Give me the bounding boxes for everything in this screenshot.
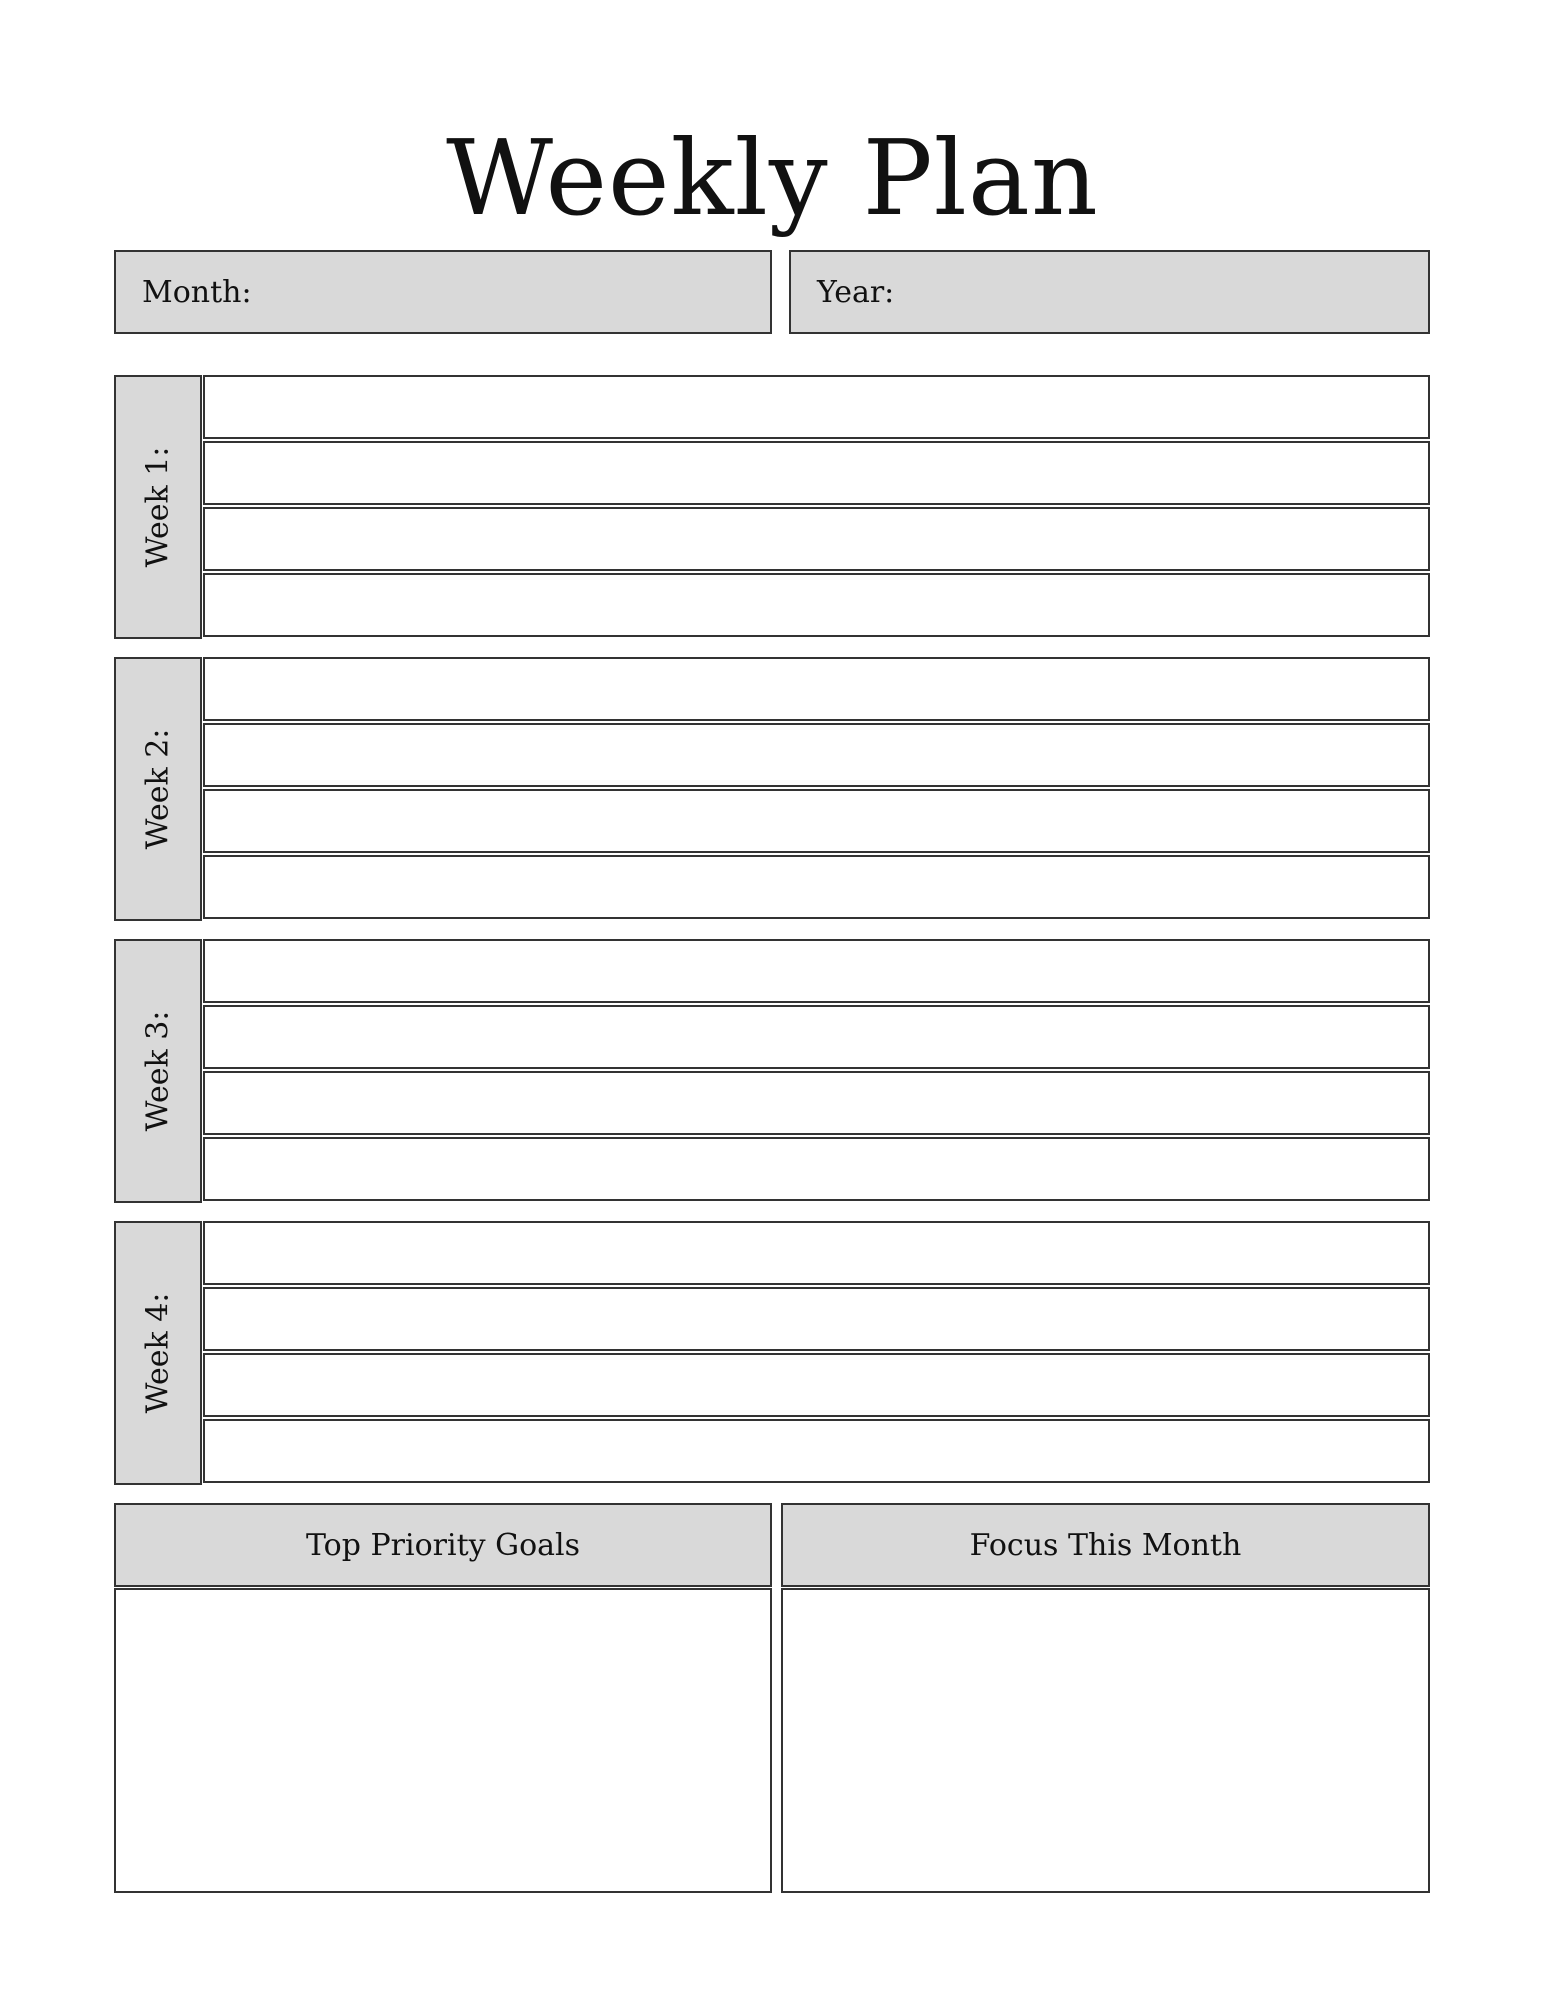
- month-field[interactable]: [114, 250, 772, 334]
- week-3-line-2[interactable]: [203, 1005, 1430, 1069]
- week-4-block: [114, 1221, 1430, 1485]
- focus-this-month-title: Focus This Month: [969, 1527, 1242, 1563]
- week-4-line-1[interactable]: [203, 1221, 1430, 1285]
- week-label: Week 3:: [140, 1010, 176, 1132]
- week-label-box: [114, 939, 202, 1203]
- week-1-line-4[interactable]: [203, 573, 1430, 637]
- focus-this-month-header: [781, 1503, 1430, 1587]
- focus-this-month-area[interactable]: [781, 1588, 1430, 1893]
- week-label-box: [114, 375, 202, 639]
- week-label: Week 4:: [140, 1292, 176, 1414]
- week-1-line-2[interactable]: [203, 441, 1430, 505]
- week-label-box: [114, 1221, 202, 1485]
- week-3-line-3[interactable]: [203, 1071, 1430, 1135]
- top-priority-goals-header: [114, 1503, 772, 1587]
- week-2-block: [114, 657, 1430, 921]
- year-label: Year:: [817, 274, 895, 310]
- week-2-line-1[interactable]: [203, 657, 1430, 721]
- week-4-line-2[interactable]: [203, 1287, 1430, 1351]
- week-label-box: [114, 657, 202, 921]
- week-1-block: [114, 375, 1430, 639]
- week-2-line-4[interactable]: [203, 855, 1430, 919]
- week-4-line-3[interactable]: [203, 1353, 1430, 1417]
- week-3-line-1[interactable]: [203, 939, 1430, 1003]
- top-priority-goals-area[interactable]: [114, 1588, 772, 1893]
- week-1-line-1[interactable]: [203, 375, 1430, 439]
- week-1-line-3[interactable]: [203, 507, 1430, 571]
- week-label: Week 2:: [140, 728, 176, 850]
- week-3-line-4[interactable]: [203, 1137, 1430, 1201]
- top-priority-goals-title: Top Priority Goals: [305, 1527, 581, 1563]
- week-3-block: [114, 939, 1430, 1203]
- year-field[interactable]: [789, 250, 1430, 334]
- week-2-line-2[interactable]: [203, 723, 1430, 787]
- week-label: Week 1:: [140, 446, 176, 568]
- page-title: Weekly Plan: [446, 117, 1099, 239]
- week-4-line-4[interactable]: [203, 1419, 1430, 1483]
- month-label: Month:: [142, 274, 252, 310]
- week-2-line-3[interactable]: [203, 789, 1430, 853]
